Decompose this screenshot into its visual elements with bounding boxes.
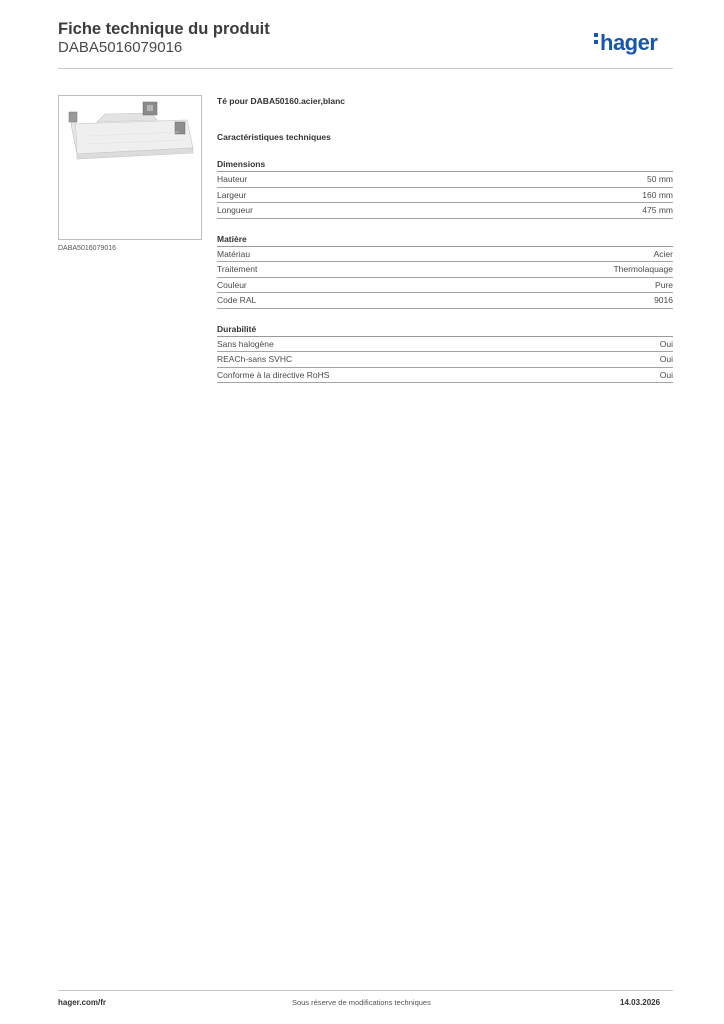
section-title: Caractéristiques techniques <box>217 132 331 142</box>
product-reference: DABA5016079016 <box>58 39 183 56</box>
spec-label: Matériau <box>217 248 251 259</box>
page-title: Fiche technique du produit <box>58 20 270 38</box>
logo-dots-icon <box>594 33 598 47</box>
cable-tray-tee-illustration <box>59 96 201 239</box>
group-title: Matière <box>217 234 673 247</box>
technical-content <box>217 96 673 398</box>
spec-label: Largeur <box>217 189 247 200</box>
footer-website-link[interactable]: hager.com/fr <box>58 998 107 1007</box>
group-title: Dimensions <box>217 159 673 172</box>
spec-label: Couleur <box>217 279 247 290</box>
spec-value: 9016 <box>654 295 673 305</box>
group-dimensions <box>217 159 673 219</box>
spec-label: Hauteur <box>217 174 248 184</box>
spec-label: Longueur <box>217 205 253 215</box>
footer-disclaimer: Sous réserve de modifications techniques <box>292 998 431 1007</box>
product-name: Té pour DABA50160.acier,blanc <box>217 96 346 106</box>
hager-logo <box>594 30 657 56</box>
spec-row <box>217 247 673 263</box>
group-title: Durabilité <box>217 324 673 337</box>
spec-row <box>217 172 673 188</box>
footer-date: 14.03.2026 <box>620 998 661 1007</box>
header-divider <box>58 68 673 69</box>
spec-value: 160 mm <box>642 189 673 200</box>
spec-value: Pure <box>655 279 673 290</box>
spec-value: 475 mm <box>642 205 673 215</box>
spec-label: Sans halogène <box>217 338 274 349</box>
spec-row <box>217 293 673 309</box>
spec-row <box>217 352 673 368</box>
spec-row <box>217 262 673 278</box>
spec-row <box>217 278 673 294</box>
logo-text: hager <box>600 30 658 55</box>
spec-row <box>217 188 673 204</box>
spec-label: Traitement <box>217 264 258 274</box>
product-image <box>58 95 202 240</box>
footer-divider <box>58 990 673 991</box>
spec-value: Acier <box>653 248 673 259</box>
spec-value: 50 mm <box>647 174 673 184</box>
spec-value: Thermolaquage <box>613 264 673 274</box>
spec-label: REACh-sans SVHC <box>217 354 293 364</box>
group-durability <box>217 324 673 384</box>
group-material <box>217 234 673 309</box>
spec-value: Oui <box>659 354 673 364</box>
spec-label: Conforme à la directive RoHS <box>217 369 330 380</box>
image-caption: DABA5016079016 <box>58 245 116 252</box>
spec-row <box>217 203 673 219</box>
spec-row <box>217 337 673 353</box>
spec-label: Code RAL <box>217 295 257 305</box>
spec-row <box>217 368 673 384</box>
spec-value: Oui <box>659 369 673 380</box>
spec-value: Oui <box>659 338 673 349</box>
